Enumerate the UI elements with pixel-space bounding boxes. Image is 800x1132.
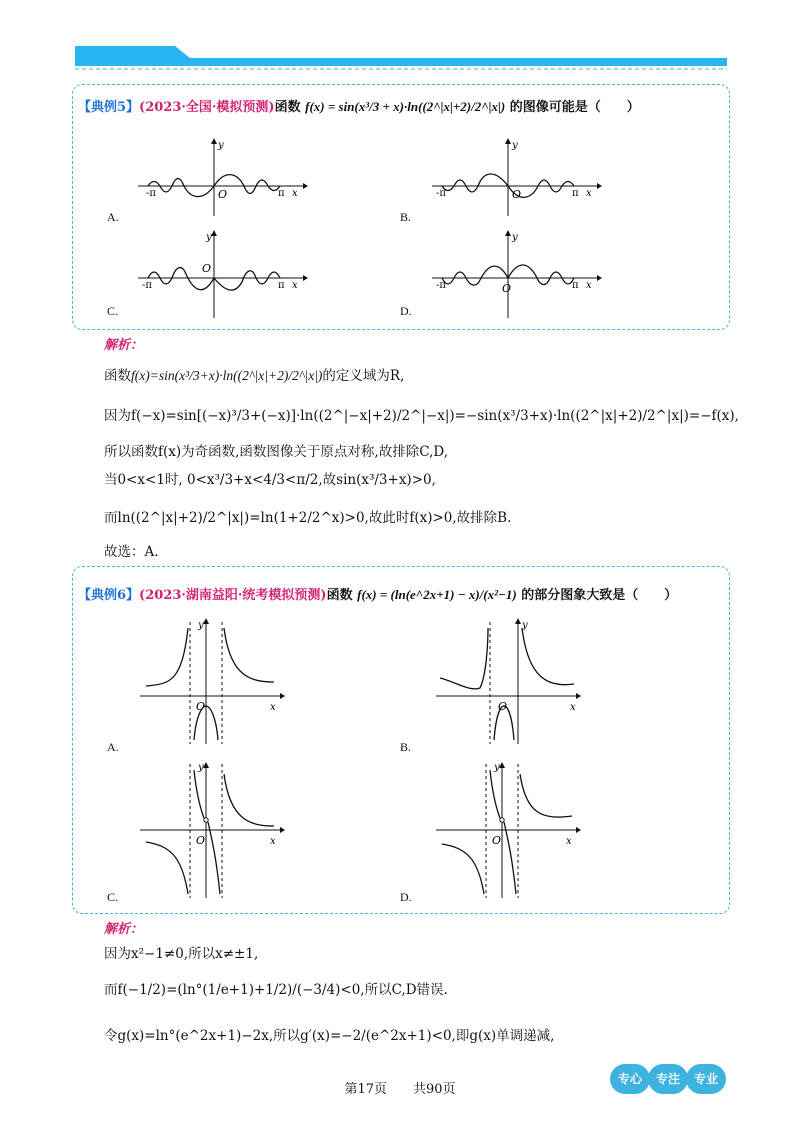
svg-text:x: x bbox=[566, 836, 572, 847]
example5-source: (2023·全国·模拟预测) bbox=[139, 100, 275, 115]
svg-text:-π: -π bbox=[436, 188, 446, 199]
svg-text:O: O bbox=[502, 282, 512, 295]
example5-tag: 【典例5】 bbox=[78, 100, 140, 115]
solution5-answer: 故选：A. bbox=[104, 544, 159, 560]
svg-text:-π: -π bbox=[142, 280, 152, 291]
badge-focus: 专注 bbox=[648, 1064, 688, 1094]
header-banner bbox=[75, 44, 727, 72]
example6-formula: f(x) = (ln(e^2x+1) − x)/(x²−1) bbox=[357, 587, 517, 602]
q6-option-b-label[interactable]: B. bbox=[400, 740, 412, 754]
svg-text:x: x bbox=[570, 702, 576, 713]
svg-text:O: O bbox=[196, 834, 206, 847]
solution5-line1: 函数f(x)=sin(x³/3+x)·ln((2^|x|+2)/2^|x|)的定义域为R, bbox=[104, 368, 405, 384]
example6-question: 【典例6】(2023·湖南益阳·统考模拟预测)函数 f(x) = (ln(e^2x+1) − x)/(x²−1) 的部分图象大致是（ ） bbox=[78, 587, 678, 603]
svg-text:y: y bbox=[512, 232, 518, 243]
svg-text:π: π bbox=[278, 280, 285, 291]
svg-text:-π: -π bbox=[436, 280, 446, 291]
solution6-line2: 而f(−1/2)=(ln°(1/e+1)+1/2)/(−3/4)<0,所以C,D错误. bbox=[104, 982, 448, 998]
example5-question: 【典例5】(2023·全国·模拟预测)函数 f(x) = sin(x³/3 + x)·ln((2^|x|+2)/2^|x|) 的图像可能是（ ） bbox=[78, 99, 640, 115]
q6-option-b-graph[interactable] bbox=[436, 616, 581, 746]
q6-option-d-label[interactable]: D. bbox=[400, 890, 412, 904]
page-footer: 第17页 共90页 bbox=[344, 1082, 456, 1097]
svg-text:y: y bbox=[198, 620, 204, 631]
badge-professional: 专业 bbox=[686, 1064, 726, 1094]
example6-tag: 【典例6】 bbox=[78, 588, 140, 603]
option-a-label[interactable]: A. bbox=[107, 210, 119, 224]
svg-text:x: x bbox=[586, 280, 592, 291]
svg-text:O: O bbox=[512, 188, 522, 201]
solution5-heading: 解析： bbox=[104, 338, 144, 353]
svg-text:π: π bbox=[278, 188, 285, 199]
svg-text:y: y bbox=[206, 232, 212, 243]
solution6-line3: 令g(x)=ln°(e^2x+1)−2x,所以g′(x)=−2/(e^2x+1)<0,即g(x)单调递减, bbox=[104, 1028, 555, 1044]
option-c-label[interactable]: C. bbox=[107, 304, 119, 318]
svg-text:O: O bbox=[218, 188, 228, 201]
option-b-label[interactable]: B. bbox=[400, 210, 412, 224]
solution5-line4: 当0<x<1时, 0<x³/3+x<4/3<π/2,故sin(x³/3+x)>0, bbox=[104, 472, 436, 488]
svg-text:x: x bbox=[292, 280, 298, 291]
option-d-graph[interactable] bbox=[432, 230, 602, 320]
svg-text:y: y bbox=[494, 762, 500, 773]
svg-text:y: y bbox=[522, 620, 528, 631]
example5-formula: f(x) = sin(x³/3 + x)·ln((2^|x|+2)/2^|x|) bbox=[305, 99, 506, 114]
svg-text:y: y bbox=[198, 762, 204, 773]
option-c-graph[interactable] bbox=[138, 230, 308, 320]
example6-source: (2023·湖南益阳·统考模拟预测) bbox=[139, 588, 327, 603]
solution5-line3: 所以函数f(x)为奇函数,函数图像关于原点对称,故排除C,D, bbox=[104, 444, 448, 460]
svg-text:y: y bbox=[512, 140, 518, 151]
svg-text:-π: -π bbox=[146, 188, 156, 199]
q6-option-d-graph[interactable] bbox=[436, 760, 581, 900]
svg-text:x: x bbox=[270, 836, 276, 847]
solution5-line2: 因为f(−x)=sin[(−x)³/3+(−x)]·ln((2^|−x|+2)/2^|−x|)=−sin(x³/3+x)·ln((2^|x|+2)/2^|x|)=−f(x), bbox=[104, 408, 739, 424]
svg-text:π: π bbox=[572, 188, 579, 199]
svg-text:y: y bbox=[218, 140, 224, 151]
svg-text:x: x bbox=[586, 188, 592, 199]
solution6-line1: 因为x²−1≠0,所以x≠±1, bbox=[104, 946, 259, 962]
option-d-label[interactable]: D. bbox=[400, 304, 412, 318]
q6-option-c-graph[interactable] bbox=[140, 760, 285, 900]
svg-text:O: O bbox=[202, 262, 212, 275]
q6-option-c-label[interactable]: C. bbox=[107, 890, 119, 904]
badge-focus-heart: 专心 bbox=[610, 1064, 650, 1094]
svg-text:x: x bbox=[270, 702, 276, 713]
option-b-graph[interactable] bbox=[432, 138, 602, 218]
svg-text:O: O bbox=[492, 834, 502, 847]
q6-option-a-graph[interactable] bbox=[140, 616, 285, 746]
svg-text:π: π bbox=[572, 280, 579, 291]
solution5-line5: 而ln((2^|x|+2)/2^|x|)=ln(1+2/2^x)>0,故此时f(x)>0,故排除B. bbox=[104, 510, 512, 526]
svg-text:O: O bbox=[196, 700, 206, 713]
solution6-heading: 解析： bbox=[104, 922, 144, 937]
svg-text:O: O bbox=[498, 700, 508, 713]
option-a-graph[interactable] bbox=[138, 138, 308, 218]
svg-text:x: x bbox=[292, 188, 298, 199]
q6-option-a-label[interactable]: A. bbox=[107, 740, 119, 754]
